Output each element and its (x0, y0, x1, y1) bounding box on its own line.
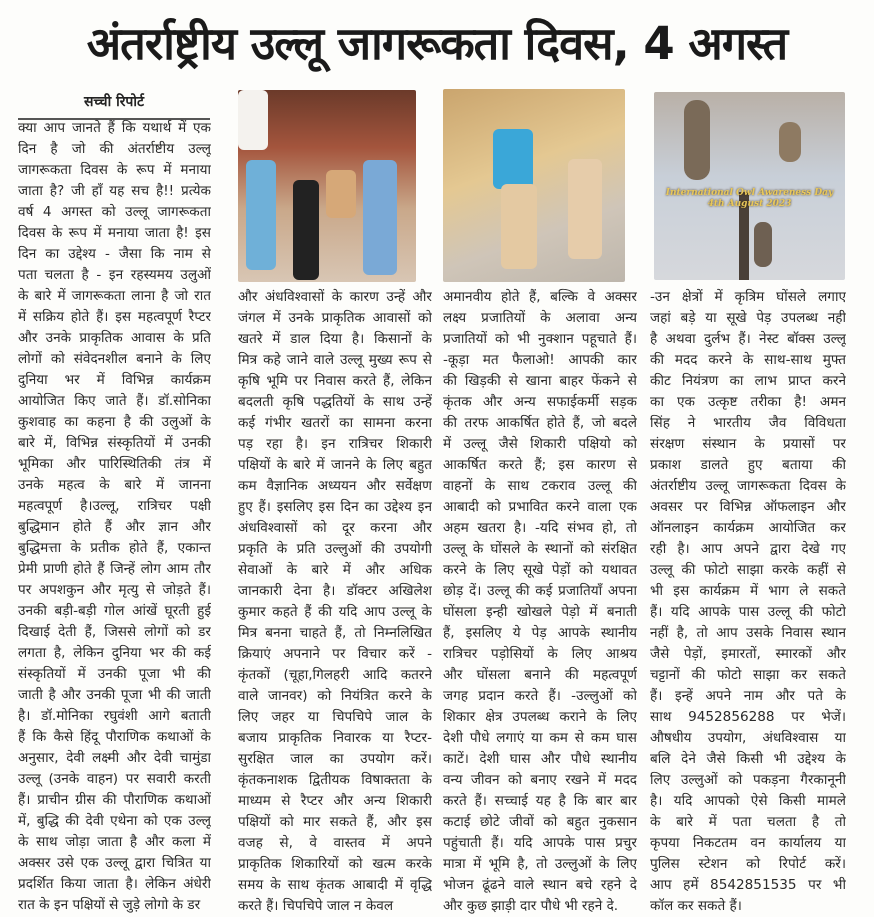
article-column-4 (650, 287, 846, 917)
article-text-line: अवसर पर विभिन्न ऑफलाइन और (650, 499, 846, 515)
article-text-line: -कूड़ा मत फैलाओ! आपकी कार (443, 352, 637, 368)
article-text-line: दिन है जो की अंतर्राष्टीय उल्लू (18, 141, 211, 157)
article-text-line: उल्लू (उनके वाहन) पर सवारी करती (18, 771, 211, 787)
article-text-line: सेवाओं के बारे में और अधिक (238, 562, 432, 578)
article-text-line: कृंतक और अन्य सफाईकर्मी सड़क (443, 394, 637, 410)
article-text-line: दिखाई देती हैं, जिससे लोगों को डर (18, 624, 211, 640)
article-text-line: का एक उत्कृष्ट तरीका है! अमन (650, 394, 846, 410)
article-text-line: कुमार कहते हैं की यदि आप उल्लू के (238, 604, 432, 620)
byline: सच्ची रिपोर्ट (83, 94, 145, 110)
article-text-line: में उल्लू जैसे शिकारी पक्षियो को (443, 436, 637, 452)
article-text-line: बलि देने जैसे किसी भी उद्देश्य के (650, 751, 846, 767)
article-text-line: महत्वपूर्ण है।उल्लू, रात्रिचर पक्षी (18, 498, 211, 514)
photo-caption-line2: 4th August 2023 (707, 199, 792, 209)
article-text-line: कटाई छोटे जीवों को बहुत नुकसान (443, 814, 637, 830)
article-text-line: शिकार क्षेत्र उपलब्ध कराने के लिए (443, 709, 637, 725)
article-text-line: कॉल कर सकते हैं। (650, 898, 742, 914)
article-text-line: के साथ जोड़ा जाता है और कला में (18, 834, 211, 850)
article-text-line: संरक्षण संस्थान के प्रयासों पर (650, 436, 846, 452)
article-text-line: प्रदर्शित किया जाता है। लेकिन अंधेरी (18, 876, 211, 892)
article-text-line: और अंधविश्वासों के कारण उन्हें और (238, 289, 432, 305)
article-text-line: आयोजित किए जाते हैं। डॉ.सोनिका (18, 393, 211, 409)
article-text-line: बजाय प्राकृतिक निवारक या रैप्टर- (238, 730, 432, 746)
photo-person (246, 160, 276, 270)
article-text-line: वन्य जीवन को बनाए रखने में मदद (443, 772, 637, 788)
article-text-line: और उनके प्राकृतिक आवास के प्रति (18, 330, 211, 346)
article-text-line: और घोंसला बनाने की महत्वपूर्ण (443, 667, 637, 683)
article-text-line: वाहनों के साथ टकराव उल्लू की (443, 478, 637, 494)
article-column-1 (18, 118, 211, 916)
headline: अंतर्राष्ट्रीय उल्लू जागरूकता दिवस, 4 अगस्त (86, 17, 788, 70)
photo-caption-line1: International Owl Awareness Day (665, 188, 834, 198)
article-text-line: कुशवाह का कहना है की उलुओं के (18, 414, 211, 430)
article-text-line: वाले जानवर) को नियंत्रित करने के (238, 688, 432, 704)
photo-nest-box (501, 184, 537, 269)
photo-person (293, 180, 319, 280)
article-text-line: की मदद करने के साथ-साथ मुफ्त (650, 352, 846, 368)
article-text-line: अहम खतरा है। -यदि संभव हो, तो (443, 520, 637, 536)
article-column-2 (238, 287, 432, 917)
article-text-line: है अथवा दुर्लभ हैं। नेस्ट बॉक्स उल्लू (650, 331, 846, 347)
article-text-line: जैसे पेड़ों, इमारतों, स्मारकों और (650, 646, 846, 662)
article-text-line: ऑनलाइन कार्यक्रम आयोजित कर (650, 520, 846, 536)
photo-making-nest-box (443, 89, 625, 282)
article-text-line: प्रकृति के प्रति उल्लुओं की उपयोगी (238, 541, 432, 557)
article-text-line: हैं। प्राचीन ग्रीस की पौराणिक कथाओं (18, 792, 211, 808)
article-text-line: देशी पौधे लगाएं या कम से कम घास (443, 730, 637, 746)
article-text-line: जंगल में उनके प्राकृतिक आवासों को (238, 310, 432, 326)
article-text-line: जागरूकता दिवस के रूप में मनाया (18, 162, 211, 178)
article-text-line: जाती है और उनकी पूजा भी की जाती (18, 687, 211, 703)
article-text-line: लगता है, लेकिन दुनिया भर की कई (18, 645, 211, 661)
article-text-line: अंधविश्वासों को दूर करना और (238, 520, 432, 536)
article-text-line: सुरक्षित जाल का उपयोग करें। (238, 751, 432, 767)
article-text-line: दिन का उद्देश्य - जैसा कि नाम से (18, 246, 211, 262)
article-text-line: रही है। आप अपने द्वारा देखे गए (650, 541, 846, 557)
article-text-line: रात के इन पक्षियों से जुड़े लोगो के डर (18, 897, 201, 913)
article-text-line: जगह प्रदान करते हैं। -उल्लुओं को (443, 688, 637, 704)
article-text-line: माध्यम से रैप्टर और अन्य शिकारी (238, 793, 432, 809)
article-text-line: वर्ष 4 अगस्त को उल्लू जागरूकता (18, 204, 211, 220)
article-text-line: क्रियाएं अपनाने पर विचार करें - (238, 646, 432, 662)
article-text-line: लोगों को संवेदनशील बनाने के लिए (18, 351, 211, 367)
article-text-line: रात्रिचर पड़ोसियों के लिए आश्रय (443, 646, 637, 662)
photo-nest-box (326, 170, 356, 218)
owl-image (684, 100, 710, 180)
photo-sky (238, 90, 268, 150)
article-text-line: मित्र बनना चाहते हैं, तो निम्नलिखित (238, 625, 432, 641)
photo-person (363, 160, 397, 275)
article-text-line: औषधीय उपयोग, अंधविश्वास या (650, 730, 846, 746)
article-text-line: में, बुद्धि की देवी एथेना को एक उल्लू (18, 813, 211, 829)
article-text-line: भूमिका और पारिस्थितिकी तंत्र में (18, 456, 211, 472)
article-text-line: चट्टानों की फोटो साझा कर सकते (650, 667, 846, 683)
article-text-line: कीट नियंत्रण का लाभ प्राप्त करने (650, 373, 846, 389)
article-text-line: कृषि भूमि पर निवास करते हैं, लेकिन (238, 373, 432, 389)
article-text-line: अक्सर उसे एक उल्लू द्वारा चित्रित या (18, 855, 211, 871)
article-text-line: करते हैं। सच्चाई यह है कि बार बार (443, 793, 637, 809)
article-text-line: हैं, इसलिए ये पेड़ आपके स्थानीय (443, 625, 637, 641)
article-text-line: पक्षियों के बारे में जानने के लिए बहुत (238, 457, 432, 473)
photo-nest-box-handover (238, 90, 416, 282)
article-text-line: कृपया निकटतम वन कार्यालय या (650, 835, 846, 851)
article-text-line: पक्षियों को मार सकते हैं, और इस (238, 814, 432, 830)
article-column-3 (443, 287, 637, 917)
article-text-line: लिए जहर या चिपचिपे जाल के (238, 709, 432, 725)
article-text-line: अंतर्राष्टीय उल्लू जागरूकता दिवस के (650, 478, 846, 494)
article-text-line: पड़ रहा है। इन रात्रिचर शिकारी (238, 436, 432, 452)
article-text-line: हुए हैं। इसलिए इस दिन का उद्देश्य इन (238, 499, 432, 515)
article-text-line: कृंतकनाशक द्वितीयक विषाक्तता के (238, 772, 432, 788)
article-text-line: पुलिस स्टेशन को रिपोर्ट करें। (650, 856, 846, 872)
article-text-line: करने के लिए सूखे पेड़ों को यथावत (443, 562, 637, 578)
article-text-line: बारे में, विभिन्न संस्कृतियों में उनकी (18, 435, 211, 451)
article-text-line: संस्कृतियों में उनकी पूजा भी की (18, 666, 211, 682)
article-text-line: पता चलता है - इन रहस्यमय उलुओं (18, 267, 211, 283)
article-text-line: उल्लू की फोटो साझा करके कहीं से (650, 562, 846, 578)
article-text-line: कई गंभीर खतरों का सामना करना (238, 415, 432, 431)
article-text-line: बदलती कृषि पद्धतियों के साथ उन्हें (238, 394, 432, 410)
article-text-line: उल्लू के घोंसले के स्थानों को संरक्षित (443, 541, 637, 557)
article-text-line: कृंतकों (चूहा,गिलहरी आदि कतरने (238, 667, 432, 683)
article-text-line: लिए उल्लुओं को पकड़ना गैरकानूनी (650, 772, 846, 788)
article-text-line: घोंसला इन्ही खोखले पेड़ो में बनाती (443, 604, 637, 620)
article-text-line: उनके महत्व के बारे में जानना (18, 477, 211, 493)
article-text-line: दिवस के रूप में मनाया जाता है! इस (18, 225, 211, 241)
article-text-line: आबादी को प्रभावित करने वाला एक (443, 499, 637, 515)
article-text-line: खतरे में डाल दिया है। किसानों के (238, 331, 432, 347)
owl-image (754, 222, 772, 267)
article-text-line: की तरफ आकर्षित होते हैं, जो बदले (443, 415, 637, 431)
article-text-line: पहुंचाती हैं। यदि आपके पास प्रचुर (443, 835, 637, 851)
article-text-line: लक्ष्य प्रजातियों के अलावा अन्य (443, 310, 637, 326)
article-text-line: प्रेमी प्राणी होते हैं जिन्हें लोग आम तौर (18, 561, 211, 577)
article-text-line: साथ 9452856288 पर भेजें। (650, 709, 846, 725)
article-text-line: हैं कि कैसे हिंदू पौराणिक कथाओं के (18, 729, 211, 745)
article-text-line: प्राकृतिक शिकारियों को खत्म करके (238, 856, 432, 872)
article-text-line: करते हैं। चिपचिपे जाल न केवल (238, 898, 394, 914)
article-text-line: आप हमें 8542851535 पर भी (650, 877, 846, 893)
photo-caption (654, 188, 845, 210)
article-text-line: दुनिया भर में विभिन्न कार्यक्रम (18, 372, 211, 388)
article-text-line: -उन क्षेत्रों में कृत्रिम घोंसले लगाए (650, 289, 846, 305)
article-text-line: जाता है? जी हाँ यह सच है!! प्रत्येक (18, 183, 211, 199)
photo-person (493, 129, 533, 189)
article-text-line: की खिड़की से खाना बाहर फेंकने से (443, 373, 637, 389)
article-text-line: उनकी बड़ी-बड़ी गोल आंखें घूरती हुई (18, 603, 211, 619)
article-text-line: भोजन ढूंढने वाले स्थान बचे रहने दे (443, 877, 637, 893)
article-text-line: हैं। इन्हें अपने नाम और पते के (650, 688, 846, 704)
article-text-line: अनुसार, देवी लक्ष्मी और देवी चामुंडा (18, 750, 211, 766)
article-text-line: प्रकाश डालते हुए बताया की (650, 457, 846, 473)
article-text-line: मात्रा में भूमि है, तो उल्लुओं के लिए (443, 856, 637, 872)
article-text-line: जानकारी देना है। डॉक्टर अखिलेश (238, 583, 432, 599)
article-text-line: प्रजातियों को भी नुक्शान पहूचाते हैं। (443, 331, 637, 347)
article-text-line: बुद्धिमत्ता के प्रतीक होते हैं, एकान्त (18, 540, 211, 556)
article-text-line: अमानवीय होते हैं, बल्कि वे अक्सर (443, 289, 637, 305)
article-text-line: हैं। यदि आपके पास उल्लू की फोटो (650, 604, 846, 620)
article-text-line: बुद्धिमान होते हैं और ज्ञान और (18, 519, 211, 535)
article-text-line: है। यदि आपको ऐसे किसी मामले (650, 793, 846, 809)
article-text-line: काटें। देशी घास और पौधे स्थानीय (443, 751, 637, 767)
article-text-line: है। डॉ.मोनिका रघुवंशी आगे बताती (18, 708, 211, 724)
article-text-line: के बारे में जागरूकता लाना है जो रात (18, 288, 211, 304)
article-text-line: छोड़ दें। उल्लू की कई प्रजातियाँ अपना (443, 583, 637, 599)
article-text-line: वजह से, वे वास्तव में अपने (238, 835, 432, 851)
article-text-line: सिंह ने भारतीय जैव विविधता (650, 415, 846, 431)
article-text-line: भी इस कार्यक्रम में भाग ले सकते (650, 583, 846, 599)
article-text-line: जहां बड़े या सूखे पेड़ उपलब्ध नही (650, 310, 846, 326)
article-text-line: के बारे में पता चलता है तो (650, 814, 846, 830)
article-text-line: में सक्रिय होते हैं। इस महत्वपूर्ण रैप्टर (18, 309, 211, 325)
article-text-line: आकर्षित करते हैं; इस कारण से (443, 457, 637, 473)
article-text-line: मित्र कहे जाने वाले उल्लू मुख्य रूप से (238, 352, 432, 368)
photo-nest-box (568, 159, 602, 259)
owl-image (779, 122, 801, 162)
article-text-line: नहीं है, तो आप उसके निवास स्थान (650, 625, 846, 641)
article-text-line: पर अपशकुन और मृत्यु से जोड़ते हैं। (18, 582, 211, 598)
article-text-line: और कुछ झाड़ी दार पौधे भी रहने दे. (443, 898, 619, 914)
article-text-line: कम वैज्ञानिक अध्ययन और सर्वेक्षण (238, 478, 432, 494)
photo-owls-collage (654, 92, 845, 280)
article-text-line: क्या आप जानते हैं कि यथार्थ में एक (18, 120, 211, 136)
article-text-line: समय के साथ कृंतक आबादी में वृद्धि (238, 877, 432, 893)
